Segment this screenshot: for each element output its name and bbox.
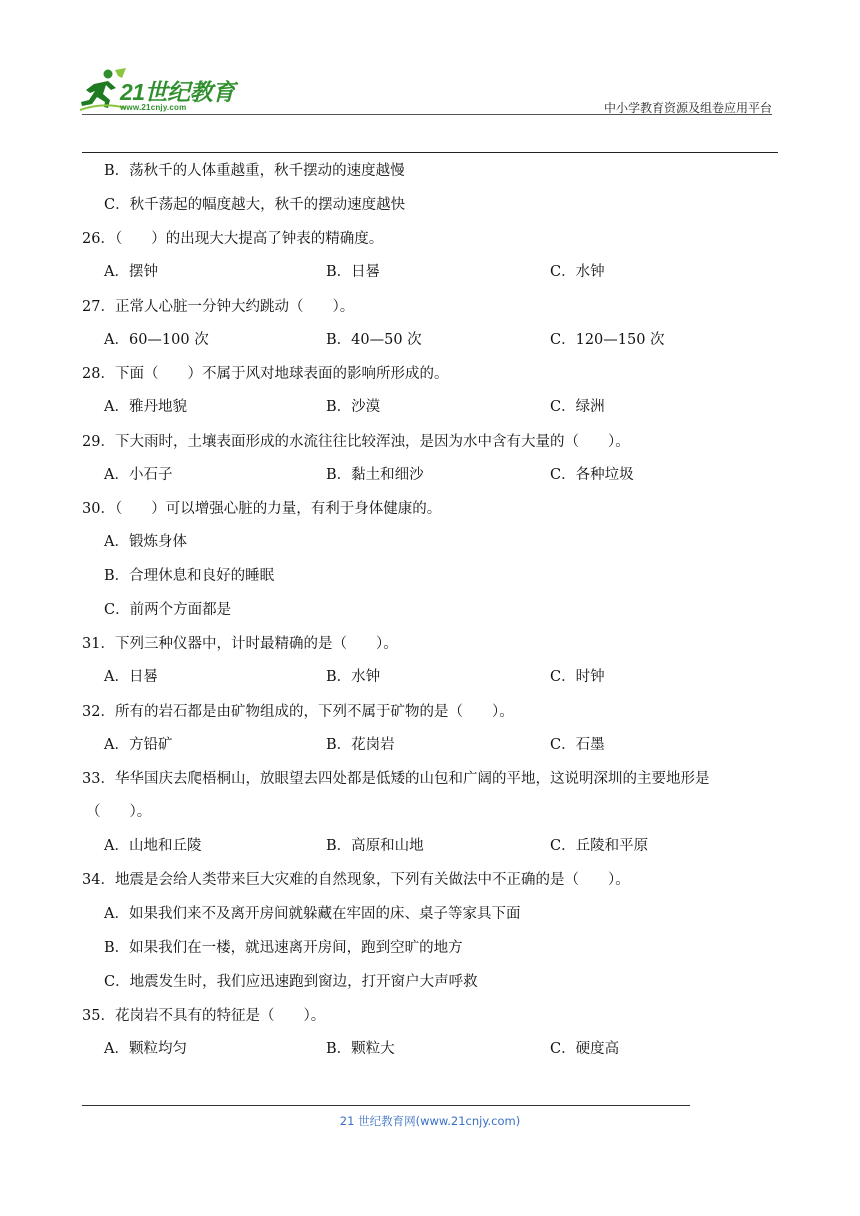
question-text: 33．华华国庆去爬梧桐山，放眼望去四处都是低矮的山包和广阔的平地，这说明深圳的主要地形是: [82, 771, 710, 787]
question-text: 32．所有的岩石都是由矿物组成的，下列不属于矿物的是（ ）。: [82, 704, 514, 720]
question-text: 30．（ ）可以增强心脏的力量，有利于身体健康的。: [82, 501, 442, 517]
option-text: B．花岗岩: [326, 737, 395, 753]
option-text: A．日晷: [104, 669, 158, 685]
option-text: B．黏土和细沙: [326, 467, 424, 483]
option-text: B．日晷: [326, 264, 381, 280]
option-text: A．小石子: [104, 467, 173, 483]
option-text: A．山地和丘陵: [104, 838, 202, 854]
option-text: B．荡秋千的人体重越重，秋千摆动的速度越慢: [104, 163, 405, 179]
option-text: C．硬度高: [550, 1041, 620, 1057]
platform-name: 中小学教育资源及组卷应用平台: [603, 101, 772, 115]
option-text: B．颗粒大: [326, 1041, 395, 1057]
option-text: A．锻炼身体: [104, 534, 187, 550]
question-text: 28．下面（ ）不属于风对地球表面的影响所形成的。: [82, 366, 449, 382]
option-text: A．方铅矿: [104, 737, 173, 753]
content-divider: [82, 152, 778, 153]
option-text: A．摆钟: [104, 264, 158, 280]
option-text: B．如果我们在一楼，就迅速离开房间，跑到空旷的地方: [104, 940, 463, 956]
question-text: 35．花岗岩不具有的特征是（ ）。: [82, 1008, 326, 1024]
option-text: C．时钟: [550, 669, 605, 685]
question-text: 31．下列三种仪器中，计时最精确的是（ ）。: [82, 636, 398, 652]
question-text: 26．（ ）的出现大大提高了钟表的精确度。: [82, 231, 384, 247]
option-text: C．地震发生时，我们应迅速跑到窗边，打开窗户大声呼救: [104, 974, 478, 990]
page-header: [78, 66, 778, 158]
option-text: B．合理休息和良好的睡眠: [104, 568, 275, 584]
question-text: 29．下大雨时，土壤表面形成的水流往往比较浑浊，是因为水中含有大量的（ ）。: [82, 434, 630, 450]
option-text: C．前两个方面都是: [104, 602, 232, 618]
option-text: B．高原和山地: [326, 838, 424, 854]
option-text: B．水钟: [326, 669, 381, 685]
question-text-continued: （ ）。: [86, 804, 152, 820]
option-text: C．丘陵和平原: [550, 838, 649, 854]
question-text: 34．地震是会给人类带来巨大灾难的自然现象，下列有关做法中不正确的是（ ）。: [82, 872, 630, 888]
option-text: C．秋千荡起的幅度越大，秋千的摆动速度越快: [104, 197, 406, 213]
header-divider: [82, 114, 772, 115]
option-text: A．颗粒均匀: [104, 1041, 187, 1057]
option-text: C．120—150 次: [550, 332, 665, 348]
option-text: A．60—100 次: [104, 332, 209, 348]
footer-link[interactable]: 21 世纪教育网(www.21cnjy.com): [339, 1114, 521, 1128]
option-text: A．如果我们来不及离开房间就躲藏在牢固的床、桌子等家具下面: [104, 906, 521, 922]
logo-url: www.21cnjy.com: [120, 103, 187, 112]
option-text: C．绿洲: [550, 399, 605, 415]
option-text: A．雅丹地貌: [104, 399, 187, 415]
logo-text: 21世纪教育: [120, 79, 235, 105]
option-text: B．40—50 次: [326, 332, 422, 348]
question-text: 27．正常人心脏一分钟大约跳动（ ）。: [82, 299, 355, 315]
option-text: C．石墨: [550, 737, 605, 753]
footer-divider: [82, 1105, 690, 1106]
option-text: C．水钟: [550, 264, 605, 280]
logo: [78, 66, 248, 116]
option-text: B．沙漠: [326, 399, 381, 415]
option-text: C．各种垃圾: [550, 467, 634, 483]
